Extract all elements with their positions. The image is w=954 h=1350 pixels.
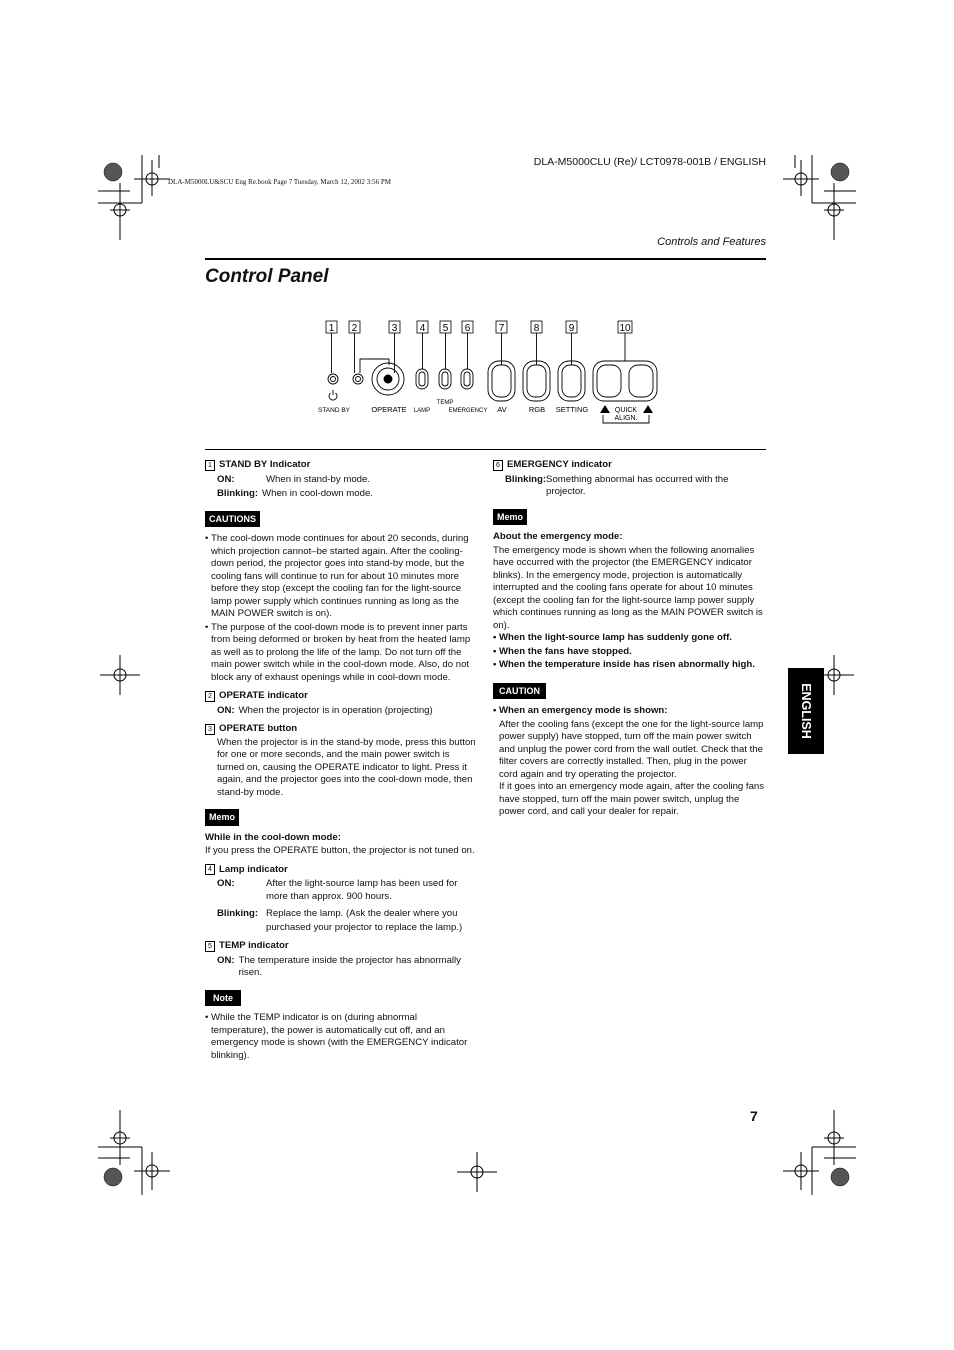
- item-temp-heading: [205, 940, 477, 953]
- list-item: • The cool-down mode continues for about 20 seconds, during which projection cannot–be started again. After the cooling-down period, the projector goes into stand-by mode, but the cooling fans will continue to run for about 10 minutes more before they stop (except the cooling fan for the light-source lamp power supply which continues running as long as the MAIN POWER switch is on).: [205, 533, 477, 621]
- book-info-line: DLA-M5000LU&SCU Eng Re.book Page 7 Tuesday, March 12, 2002 3:56 PM: [168, 178, 391, 186]
- label-emergency: EMERGENCY: [448, 408, 488, 414]
- callout-3-text: 3: [391, 323, 398, 334]
- note-tag: Note: [205, 990, 241, 1007]
- callout-8-text: 8: [533, 323, 540, 334]
- callout-1-text: 1: [328, 323, 335, 334]
- callout-number-10: [618, 321, 632, 334]
- caution-paragraph-1: After the cooling fans (except the one for the light-source lamp power supply) have stopped, turn off the main power switch and unplug the power cord from the wall outlet. Check that the filter covers are correctly installed. Then, plug in the power cord again and try operating the projector.: [499, 718, 764, 780]
- memo-heading: While in the cool-down mode:: [205, 831, 341, 843]
- item-title: OPERATE indicator: [219, 690, 308, 701]
- operate-on-row: [217, 705, 477, 718]
- callout-7-text: 7: [498, 323, 505, 334]
- standby-led: [328, 374, 338, 384]
- item-operate-indicator-heading: [205, 690, 477, 703]
- page-number: 7: [750, 1108, 758, 1124]
- list-item: • While the TEMP indicator is on (during abnormal temperature), the power is automatically cut off, and an emergency mode is shown (with the EMERGENCY indicator blinking).: [205, 1012, 477, 1062]
- callout-number-6: [462, 321, 473, 334]
- kv-value: When the projector is in operation (projecting): [238, 704, 433, 716]
- callout-10-text: 10: [619, 323, 631, 334]
- item-number: 4: [205, 864, 215, 875]
- page-title: Control Panel: [205, 266, 329, 287]
- caution-paragraph-2: If it goes into an emergency mode again, after the cooling fans have stopped, turn off the main power switch, unplug the power cord, and call your dealer for repair.: [499, 781, 765, 817]
- note-list: [205, 1012, 477, 1062]
- callout-number-7: [496, 321, 507, 334]
- callout-number-9: [566, 321, 577, 334]
- kv-value: When in cool-down mode.: [262, 488, 373, 499]
- list-item: • When an emergency mode is shown:: [493, 705, 766, 718]
- lamp-on-row: [217, 878, 477, 903]
- label-align: ALIGN.: [614, 415, 638, 422]
- item-emergency-heading: [493, 459, 766, 472]
- list-item: • When the light-source lamp has suddenly gone off.: [493, 632, 766, 645]
- callout-number-4: [417, 321, 428, 334]
- kv-value: Something abnormal has occurred with the projector.: [546, 473, 729, 497]
- item-number: 6: [493, 460, 503, 471]
- memo-tag: Memo: [205, 809, 239, 826]
- item-title: STAND BY Indicator: [219, 459, 311, 470]
- callout-6-text: 6: [464, 323, 471, 334]
- label-temp: TEMP: [436, 400, 454, 406]
- item-number: 3: [205, 724, 215, 735]
- list-item: • When the temperature inside has risen abnormally high.: [493, 659, 766, 672]
- language-tab: [788, 668, 824, 754]
- operate-button-text: When the projector is in the stand-by mode, press this button for one or more seconds, and the main power switch is turned on, causing the OPERATE indicator to light. Press it again, and the projector goes into the cool-down mode, then stand-by mode.: [217, 736, 476, 798]
- item-number: 1: [205, 460, 215, 471]
- item-number: 2: [205, 691, 215, 702]
- kv-value: After the light-source lamp has been used for more than approx. 900 hours.: [266, 878, 458, 902]
- label-setting: SETTING: [555, 405, 589, 414]
- kv-key: ON:: [217, 704, 235, 716]
- callout-number-3: [389, 321, 400, 334]
- header-rule: [205, 258, 766, 260]
- memo-heading: About the emergency mode:: [493, 531, 623, 542]
- item-title: OPERATE button: [219, 723, 298, 734]
- caution-list: [493, 705, 766, 718]
- item-title: TEMP indicator: [219, 940, 289, 951]
- temp-on-row: [217, 955, 477, 980]
- callout-number-2: [349, 321, 360, 334]
- item-operate-button-heading: [205, 723, 477, 736]
- memo-text: The emergency mode is shown when the following anomalies have occurred with the projector (the EMERGENCY indicator blinks). In the emergency mode, projection is automatically interrupted and the cooling fans operate for about 10 minutes (except the cooling fan for the light-source lamp power supply which continues running as long as the MAIN POWER switch is on).: [493, 544, 763, 631]
- kv-value: The temperature inside the projector has abnormally risen.: [238, 954, 461, 978]
- standby-on-row: [217, 474, 477, 487]
- item-lamp-heading: [205, 864, 477, 877]
- label-av: AV: [497, 405, 507, 414]
- label-quick: QUICK: [614, 407, 638, 414]
- callout-number-5: [440, 321, 451, 334]
- cautions-list: [205, 533, 477, 684]
- label-standby: STAND BY: [317, 407, 351, 414]
- kv-key: Blinking:: [217, 908, 259, 919]
- section-title: Controls and Features: [657, 236, 766, 248]
- kv-key: ON:: [217, 878, 235, 889]
- list-item: • The purpose of the cool-down mode is to prevent inner parts from being deformed or broken by heat from the heated lamp as well as to prolong the life of the lamp. Do not turn off the main power switch while in the cool-down mode. Also, do not block any of exhaust openings while in cool-down mode.: [205, 622, 477, 685]
- lamp-blink-row: [217, 907, 477, 935]
- item-title: Lamp indicator: [219, 863, 288, 875]
- memo-tag: Memo: [493, 509, 527, 526]
- callout-9-text: 9: [568, 323, 575, 334]
- language-tab-label: ENGLISH: [799, 683, 813, 739]
- label-operate: OPERATE: [371, 405, 407, 414]
- kv-key: Blinking:: [217, 488, 259, 499]
- document-id: DLA-M5000CLU (Re)/ LCT0978-001B / ENGLISH: [533, 156, 766, 168]
- callout-number-8: [531, 321, 542, 334]
- kv-value: When in stand-by mode.: [266, 473, 370, 485]
- callout-5-text: 5: [442, 323, 449, 334]
- control-panel-diagram: [300, 315, 680, 427]
- item-title: EMERGENCY indicator: [507, 459, 612, 470]
- cautions-tag: CAUTIONS: [205, 511, 260, 528]
- list-item: • When the fans have stopped.: [493, 646, 766, 659]
- section-rule: [205, 449, 766, 450]
- callout-number-1: [326, 321, 337, 334]
- kv-key: ON:: [217, 473, 235, 485]
- kv-key: ON:: [217, 954, 235, 966]
- emergency-blink-row: [505, 474, 766, 499]
- item-number: 5: [205, 941, 215, 952]
- kv-value: Replace the lamp. (Ask the dealer where you purchased your projector to replace the lamp.): [266, 908, 463, 933]
- right-column: [493, 455, 766, 819]
- callout-2-text: 2: [351, 323, 358, 334]
- operate-led: [353, 374, 363, 384]
- callout-4-text: 4: [419, 323, 426, 334]
- label-lamp: LAMP: [413, 408, 431, 414]
- standby-blink-row: [217, 488, 477, 501]
- memo-bullets: [493, 632, 766, 672]
- item-standby-heading: [205, 459, 477, 472]
- left-column: [205, 455, 477, 1063]
- caution-tag: CAUTION: [493, 683, 546, 700]
- kv-key: Blinking:: [505, 473, 547, 485]
- memo-text: If you press the OPERATE button, the projector is not tuned on.: [205, 845, 475, 856]
- label-rgb: RGB: [528, 405, 546, 414]
